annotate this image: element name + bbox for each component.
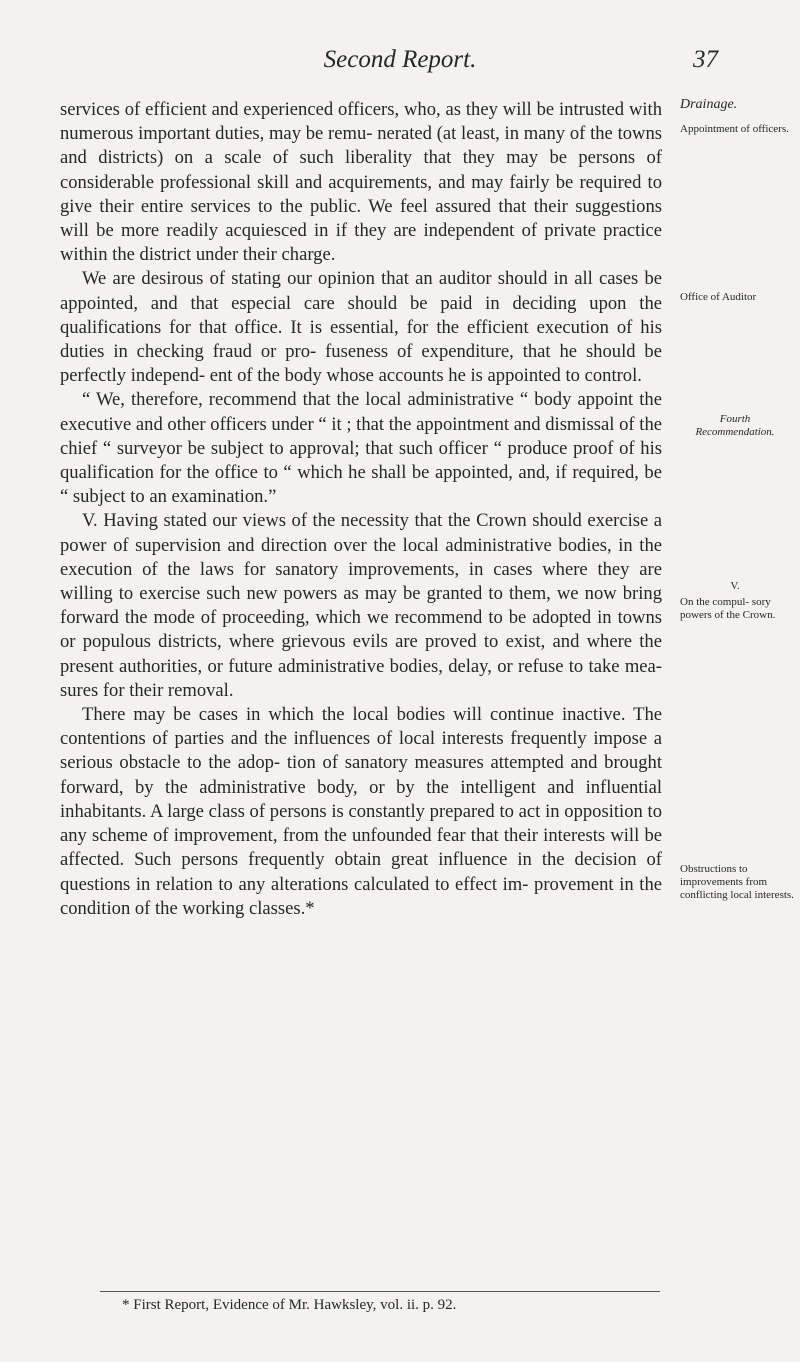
paragraph-auditor: We are desirous of stating our opinion that an auditor should in all cases be appointed, and that especial care should be paid in deciding upon the qualifications for that office. It is essential, for the efficient execution of his duties in checking fraud or pro- fuseness of expenditure, that he should be perfectly independ- ent of the body whose accounts he is appointed to control. (60, 268, 662, 387)
running-title: Second Report. (323, 46, 477, 73)
paragraph-crown-powers: V. Having stated our views of the necessity that the Crown should exercise a power of supervision and direction over the local administrative bodies, in the execution of the laws for sanatory improvements, in cases where they are willing to exercise such new powers as may be granted to them, we now bring forward the mode of proceeding, which we recommend to be adopted in towns or populous districts, where grievous evils are proved to exist, and where the present authorities, or future administrative bodies, delay, or refuse to take mea- sures for their removal. (60, 510, 662, 701)
paragraph-obstructions: There may be cases in which the local bodies will continue inactive. The contentions of parties and the influences of local interests frequently impose a serious obstacle to the adop- tion of sanatory measures attempted and brought forward, by the administrative body, or by the intelligent and influential inhabitants. A large class of persons is constantly prepared to act in opposition to any scheme of improvement, from the unfounded fear that their interests will be affected. Such persons frequently obtain great influence in the decision of questions in relation to any alterations calculated to effect im- provement in the condition of the working classes.* (60, 704, 662, 919)
margin-note-drainage: Drainage. (680, 97, 738, 112)
margin-note-appointment: Appointment of officers. (680, 123, 789, 135)
margin-note-auditor: Office of Auditor (680, 291, 757, 303)
footnote: * First Report, Evidence of Mr. Hawksley, vol. ii. p. 92. (122, 1297, 457, 1313)
margin-note-obstructions: Obstructions to improvements from conflicting local interests. (680, 863, 794, 901)
paragraph-recommendation: “ We, therefore, recommend that the local administrative “ body appoint the executive and other officers under “ it ; that the appointment and dismissal of the chief “ surveyor be subject to approval; that such officer “ produce proof of his qualification for the office to “ which he shall be appointed, and, if required, be “ subject to an examination.” (60, 389, 662, 508)
page-number: 37 (693, 46, 718, 73)
paragraph-officers: services of efficient and experienced officers, who, as they will be intrusted with numerous important duties, may be remu- nerated (at least, in many of the towns and districts) on a scale of such liberality that they may be persons of considerable professional skill and acquirements, and may fairly be required to give their entire services to the public. We feel assured that their suggestions will be more readily acquiesced in if they are independent of private practice within the district under their charge. (60, 99, 662, 266)
margin-note-section-v: V. (730, 580, 740, 592)
footnote-rule (100, 1291, 660, 1292)
margin-note-fourth-recommendation: Fourth Recommendation. (695, 413, 775, 438)
margin-note-compulsory-powers: On the compul- sory powers of the Crown. (680, 596, 776, 621)
body-text (60, 98, 662, 921)
page-header (0, 46, 800, 80)
